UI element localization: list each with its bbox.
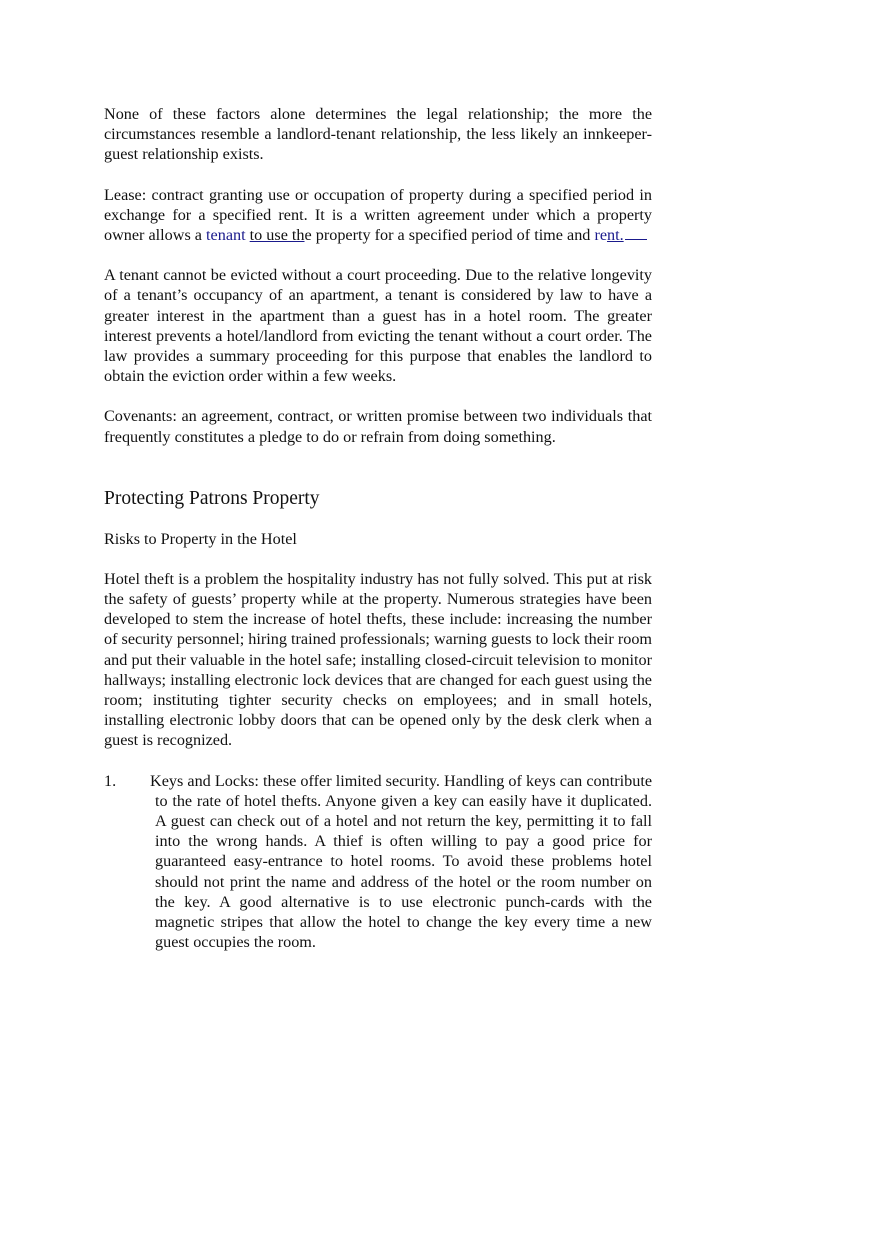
paragraph-hotel-theft: Hotel theft is a problem the hospitality industry has not fully solved. This put at risk the safety of guests’ property while at the property. Numerous strategies have been developed to stem the increase of hotel thefts, these include: increasing the number of security personnel; hiring trained professionals; warning guests to lock their room and put their valuable in the hotel safe; installing closed-circuit television to monitor hallways; installing electronic lock devices that are changed for each guest using the room; instituting tighter security checks on employees; and in small hotels, installing electronic lobby doors that can be opened only by the desk clerk when a guest is recognized. xyxy=(104,569,653,750)
paragraph-legal-relationship: None of these factors alone determines the legal relationship; the more the circumstances resemble a landlord-tenant relationship, the less likely an innkeeper-guest relationship exists. xyxy=(104,105,652,164)
paragraph-covenants: Covenants: an agreement, contract, or written promise between two individuals that frequently constitutes a pledge to do or refrain from doing something. xyxy=(104,407,652,446)
rent-link-start[interactable]: re xyxy=(594,226,608,245)
lease-text-start: Lease: contract granting use or occupation of property during a specified period in exchange for a specified rent. It is a written agreement under which a property owner allows a xyxy=(104,185,652,245)
paragraph-tenant-eviction: A tenant cannot be evicted without a court proceeding. Due to the relative longevity of a tenant’s occupancy of an apartment, a tenant is considered by law to have a greater interest in the apartment than a guest has in a hotel room. The greater interest prevents a hotel/landlord from evicting the tenant without a court order. The law provides a summary proceeding for this purpose that enables the landlord to obtain the eviction order within a few weeks. xyxy=(104,266,652,386)
link-underline-tail xyxy=(625,225,647,240)
list-item-text: Keys and Locks: these offer limited security. Handling of keys can contribute to the rate of hotel thefts. Anyone given a key can easily have it duplicated. A guest can check out of a hotel and not return the key, permitting it to fall into the wrong hands. A thief is often willing to pay a good price for guaranteed easy-entrance to hotel rooms. To avoid these problems hotel should not print the name and address of the hotel or the room number on the key. A good alternative is to use electronic punch-cards with the magnetic stripes that allow the hotel to change the key every time a new guest occupies the room. xyxy=(150,771,652,952)
paragraph-lease-definition xyxy=(104,185,652,246)
rent-link-end[interactable]: nt. xyxy=(607,226,624,245)
list-item-number: 1. xyxy=(104,771,117,790)
list-item-keys-and-locks xyxy=(104,771,652,953)
document-page xyxy=(104,104,652,953)
tenant-link[interactable]: tenant xyxy=(206,226,246,245)
section-subheading: Risks to Property in the Hotel xyxy=(104,529,297,548)
underlined-fragment[interactable]: to use th xyxy=(249,226,305,245)
lease-text-end: e property for a specified period of time and xyxy=(304,226,595,245)
section-heading: Protecting Patrons Property xyxy=(104,487,320,509)
